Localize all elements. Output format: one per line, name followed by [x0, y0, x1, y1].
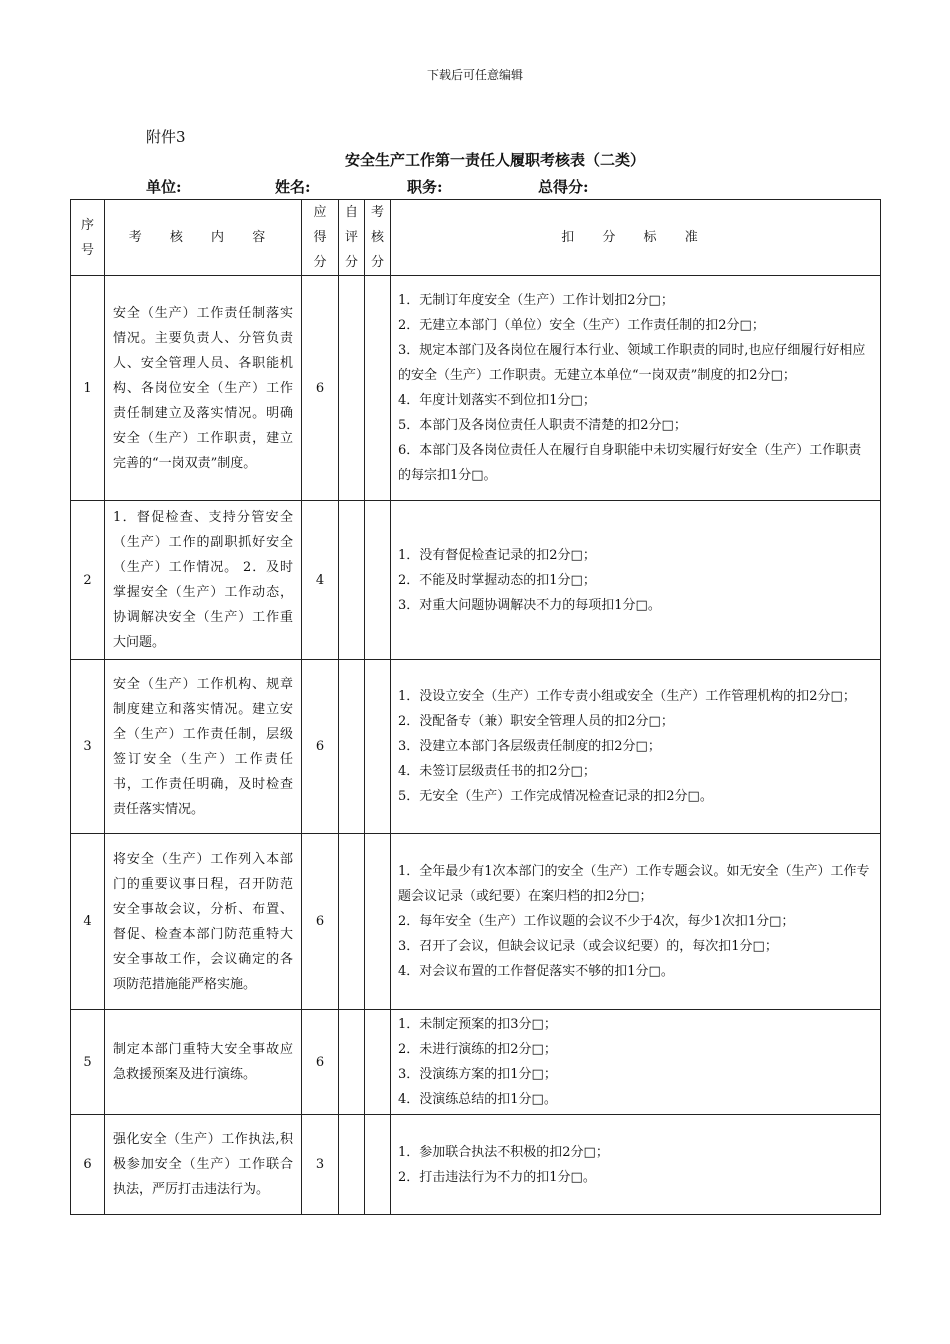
criteria-item: 1．参加联合执法不积极的扣2分□； [398, 1144, 609, 1160]
criteria-item: 1．没有督促检查记录的扣2分□； [398, 547, 596, 563]
attachment-label: 附件3 [146, 128, 186, 146]
criteria-item: 1．未制定预案的扣3分□； [398, 1017, 557, 1032]
header-due-2: 得 [313, 230, 327, 245]
criteria-item: 3．没演练方案的扣1分□； [398, 1067, 557, 1082]
position-label: 职务: [407, 178, 443, 196]
table-row [71, 501, 881, 660]
row-criteria [391, 1010, 881, 1115]
row-exam-score[interactable] [365, 834, 391, 1010]
criteria-item: 2．没配备专（兼）职安全管理人员的扣2分□； [398, 714, 674, 729]
header-content [105, 200, 302, 276]
row-no: 5 [71, 1010, 105, 1115]
row-no: 3 [71, 660, 105, 834]
header-exam-3: 分 [370, 255, 384, 270]
row-exam-score[interactable] [365, 1010, 391, 1115]
row-content: 安全（生产）工作责任制落实情况。主要负责人、分管负责人、安全管理人员、各职能机构、各岗位安全（生产）工作责任制建立及落实情况。明确安全（生产）工作职责，建立完善的“一岗双责”制度。 [105, 276, 302, 501]
row-due-score: 6 [302, 276, 339, 501]
row-content: 制定本部门重特大安全事故应急救援预案及进行演练。 [105, 1010, 302, 1115]
header-no-1: 序 [80, 217, 94, 233]
criteria-item: 2．未进行演练的扣2分□； [398, 1042, 557, 1057]
header-exam-2: 核 [370, 230, 384, 245]
header-due-1: 应 [313, 205, 327, 220]
header-self-score [339, 200, 365, 276]
row-no: 2 [71, 501, 105, 660]
criteria-item: 4．年度计划落实不到位扣1分□； [398, 393, 596, 408]
table-row [71, 660, 881, 834]
criteria-item: 2．打击违法行为不力的扣1分□。 [398, 1169, 596, 1185]
criteria-item: 2．每年安全（生产）工作议题的会议不少于4次，每少1次扣1分□； [398, 914, 795, 929]
criteria-item: 4．没演练总结的扣1分□。 [398, 1092, 557, 1107]
row-criteria [391, 660, 881, 834]
criteria-item: 3．召开了会议，但缺会议记录（或会议纪要）的，每次扣1分□； [398, 939, 778, 954]
header-self-3: 分 [344, 255, 358, 270]
row-due-score: 3 [302, 1115, 339, 1215]
document-title: 安全生产工作第一责任人履职考核表（二类） [344, 151, 645, 169]
criteria-item: 4．对会议布置的工作督促落实不够的扣1分□。 [398, 964, 674, 979]
criteria-item: 1．无制订年度安全（生产）工作计划扣2分□； [398, 293, 674, 308]
criteria-item: 1．全年最少有1次本部门的安全（生产）工作专题会议。如无安全（生产）工作专题会议记录（或纪要）在案归档的扣2分□； [398, 864, 870, 904]
table-header-row [71, 200, 881, 276]
header-self-2: 评 [344, 230, 358, 245]
row-criteria [391, 1115, 881, 1215]
row-criteria [391, 501, 881, 660]
row-exam-score[interactable] [365, 276, 391, 501]
header-criteria-label: 扣 分 标 准 [561, 230, 710, 245]
row-due-score: 6 [302, 834, 339, 1010]
name-label: 姓名: [275, 178, 311, 196]
header-no-2: 号 [80, 242, 94, 258]
row-content: 1．督促检查、支持分管安全（生产）工作的副职抓好安全（生产）工作情况。 2．及时掌握安全（生产）工作动态，协调解决安全（生产）工作重大问题。 [105, 501, 302, 660]
header-exam-1: 考 [370, 205, 384, 220]
row-exam-score[interactable] [365, 1115, 391, 1215]
row-self-score[interactable] [339, 276, 365, 501]
row-due-score: 6 [302, 1010, 339, 1115]
header-self-1: 自 [344, 205, 358, 220]
table-row [71, 1115, 881, 1215]
row-exam-score[interactable] [365, 660, 391, 834]
row-exam-score[interactable] [365, 501, 391, 660]
header-criteria [391, 200, 881, 276]
row-self-score[interactable] [339, 1010, 365, 1115]
row-no: 6 [71, 1115, 105, 1215]
row-self-score[interactable] [339, 834, 365, 1010]
row-no: 4 [71, 834, 105, 1010]
header-content-label: 考 核 内 容 [128, 230, 278, 245]
criteria-item: 4．未签订层级责任书的扣2分□； [398, 764, 596, 779]
header-no [71, 200, 105, 276]
header-due-score [302, 200, 339, 276]
assessment-table [70, 199, 881, 1215]
row-self-score[interactable] [339, 1115, 365, 1215]
criteria-item: 5．无安全（生产）工作完成情况检查记录的扣2分□。 [398, 789, 713, 804]
row-criteria [391, 276, 881, 501]
row-content: 将安全（生产）工作列入本部门的重要议事日程，召开防范安全事故会议，分析、布置、督促、检查本部门防范重特大安全事故工作，会议确定的各项防范措施能严格实施。 [105, 834, 302, 1010]
table-row [71, 276, 881, 501]
row-criteria [391, 834, 881, 1010]
criteria-item: 2．不能及时掌握动态的扣1分□； [398, 572, 596, 588]
criteria-item: 5．本部门及各岗位责任人职责不清楚的扣2分□； [398, 418, 687, 433]
row-self-score[interactable] [339, 660, 365, 834]
criteria-item: 3．对重大问题协调解决不力的每项扣1分□。 [398, 597, 661, 613]
unit-label: 单位: [146, 178, 182, 196]
total-score-label: 总得分: [538, 178, 589, 196]
row-self-score[interactable] [339, 501, 365, 660]
header-note: 下载后可任意编辑 [426, 68, 523, 82]
row-content: 强化安全（生产）工作执法,积极参加安全（生产）工作联合执法，严厉打击违法行为。 [105, 1115, 302, 1215]
table-row [71, 1010, 881, 1115]
header-due-3: 分 [313, 255, 327, 270]
table-row [71, 834, 881, 1010]
criteria-item: 6．本部门及各岗位责任人在履行自身职能中未切实履行好安全（生产）工作职责的每宗扣1分□。 [398, 443, 862, 483]
criteria-item: 1．没设立安全（生产）工作专责小组或安全（生产）工作管理机构的扣2分□； [398, 689, 856, 704]
row-no: 1 [71, 276, 105, 501]
row-due-score: 4 [302, 501, 339, 660]
row-content: 安全（生产）工作机构、规章制度建立和落实情况。建立安全（生产）工作责任制，层级签订安全（生产）工作责任书，工作责任明确，及时检查责任落实情况。 [105, 660, 302, 834]
criteria-item: 3．规定本部门及各岗位在履行本行业、领域工作职责的同时,也应仔细履行好相应的安全（生产）工作职责。无建立本单位“一岗双责”制度的扣2分□； [398, 343, 866, 383]
header-exam-score [365, 200, 391, 276]
row-due-score: 6 [302, 660, 339, 834]
criteria-item: 2．无建立本部门（单位）安全（生产）工作责任制的扣2分□； [398, 318, 765, 333]
criteria-item: 3．没建立本部门各层级责任制度的扣2分□； [398, 739, 661, 754]
